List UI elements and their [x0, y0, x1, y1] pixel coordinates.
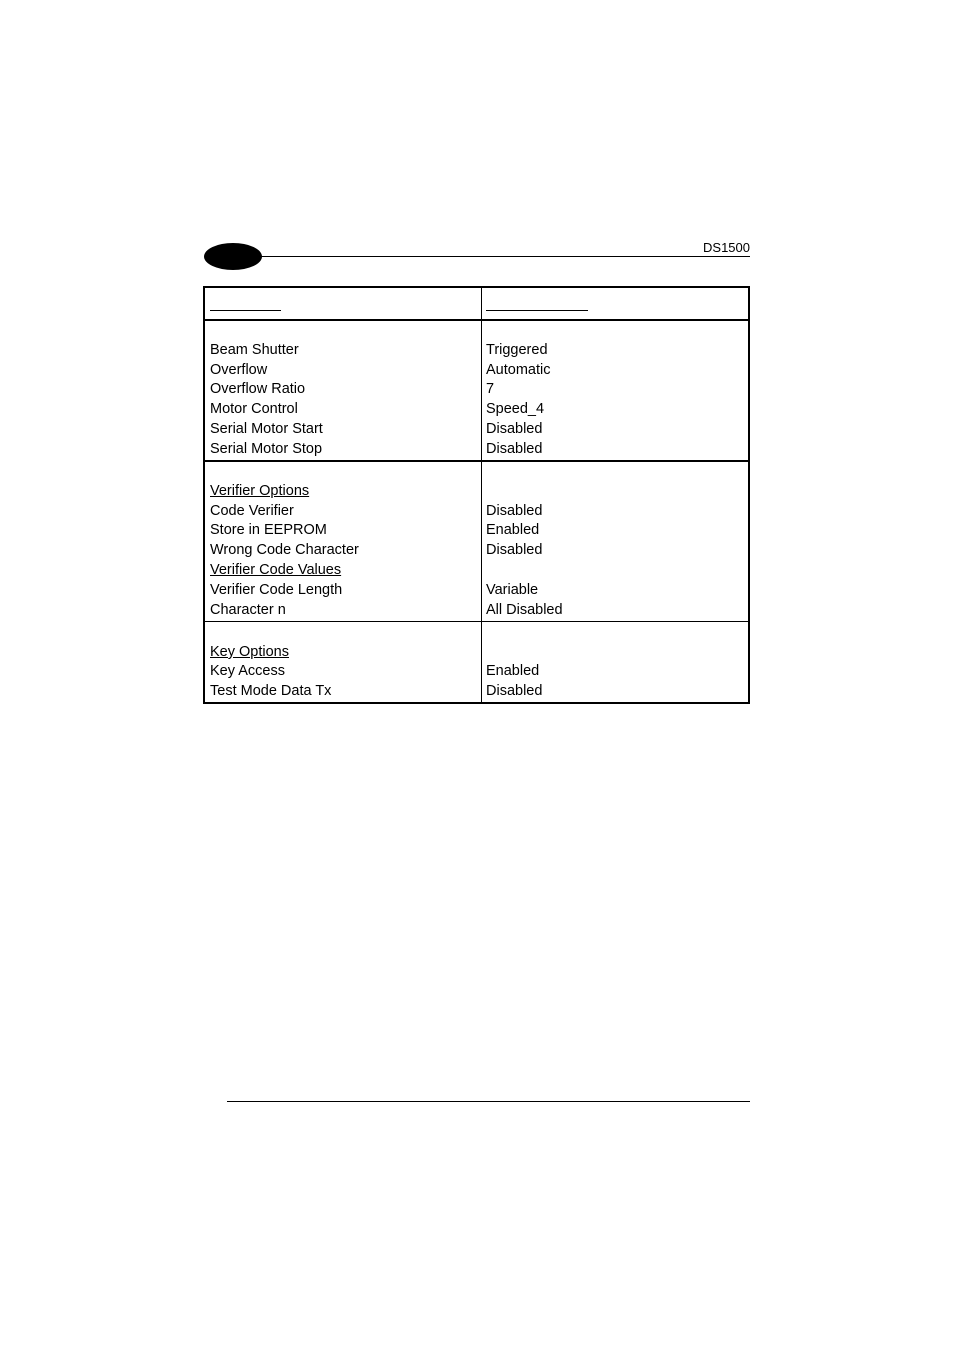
table-row — [205, 681, 748, 701]
table-row — [205, 661, 748, 681]
parameter-value: Variable — [486, 582, 539, 598]
parameter-name: Code Verifier — [210, 503, 294, 519]
default-parameters-table — [203, 286, 750, 704]
table-row — [205, 520, 748, 540]
parameter-name: Character n — [210, 602, 286, 618]
parameter-value: Disabled — [486, 503, 543, 519]
table-row — [205, 501, 748, 521]
parameter-name: Wrong Code Character — [210, 542, 359, 558]
parameter-value: Triggered — [486, 342, 548, 358]
parameter-value: Automatic — [486, 362, 551, 378]
footer-rule — [227, 1101, 750, 1102]
parameter-name: Serial Motor Stop — [210, 441, 323, 457]
group-separator — [205, 621, 748, 622]
section-heading-row — [205, 642, 748, 662]
parameter-name: Store in EEPROM — [210, 522, 327, 538]
parameter-name: Motor Control — [210, 401, 298, 417]
document-id: DS1500 — [703, 240, 750, 255]
parameter-value: Disabled — [486, 683, 543, 699]
parameter-value: Disabled — [486, 441, 543, 457]
table-row — [205, 360, 748, 380]
table-row — [205, 419, 748, 439]
parameter-name: Serial Motor Start — [210, 421, 323, 437]
parameter-name: Overflow — [210, 362, 268, 378]
section-heading: Verifier Code Values — [210, 562, 342, 578]
header-separator — [205, 319, 748, 321]
section-heading-row — [205, 481, 748, 501]
parameter-name: Beam Shutter — [210, 342, 299, 358]
chapter-badge — [204, 243, 262, 270]
parameter-name: Overflow Ratio — [210, 381, 306, 397]
section-heading: Verifier Options — [210, 483, 310, 499]
parameter-header-underline — [210, 310, 281, 311]
table-row — [205, 540, 748, 560]
parameter-name: Key Access — [210, 663, 285, 679]
parameter-value: Disabled — [486, 421, 543, 437]
section-heading-row — [205, 560, 748, 580]
parameter-name: Test Mode Data Tx — [210, 683, 332, 699]
table-row — [205, 600, 748, 620]
parameter-value: Speed_4 — [486, 401, 545, 417]
section-heading: Key Options — [210, 644, 289, 660]
parameter-value: All Disabled — [486, 602, 563, 618]
header-rule — [258, 256, 750, 257]
table-row — [205, 439, 748, 459]
default-header-underline — [486, 310, 588, 311]
parameter-value: Enabled — [486, 663, 540, 679]
table-row — [205, 399, 748, 419]
group-separator — [205, 460, 748, 462]
table-row — [205, 580, 748, 600]
parameter-name: Verifier Code Length — [210, 582, 343, 598]
table-row — [205, 379, 748, 399]
parameter-value: Disabled — [486, 542, 543, 558]
parameter-value: 7 — [486, 381, 495, 397]
table-row — [205, 340, 748, 360]
parameter-value: Enabled — [486, 522, 540, 538]
